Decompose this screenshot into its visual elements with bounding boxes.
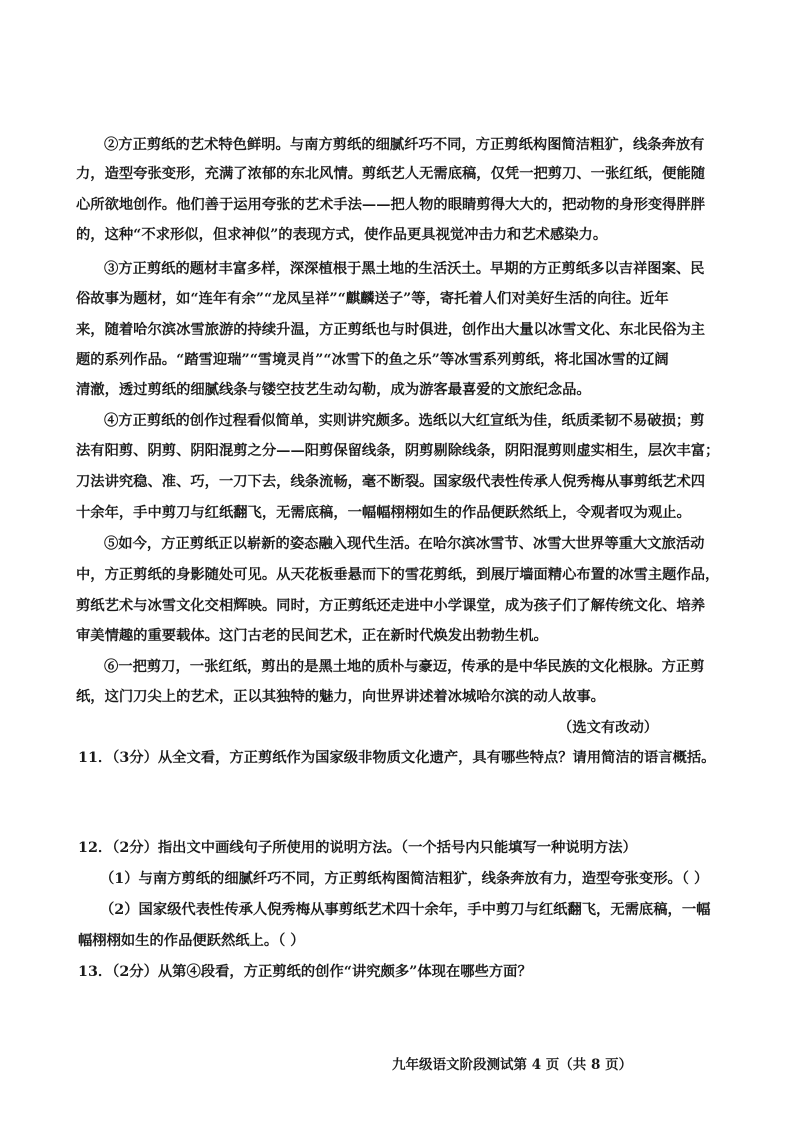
paragraph-2-line-1: ②方正剪纸的艺术特色鲜明。与南方剪纸的细腻纤巧不同，方正剪纸构图简洁粗犷，线条奔放有: [104, 137, 705, 153]
question-11: 11．（3分）从全文看，方正剪纸作为国家级非物质文化遗产，具有哪些特点？请用简洁的语言概括。: [78, 750, 716, 766]
page-footer: 九年级语文阶段测试第 4 页（共 8 页）: [392, 1057, 633, 1073]
paragraph-2-line-4: 的，这种“不求形似，但求神似”的表现方式，使作品更具视觉冲击力和艺术感染力。: [76, 227, 608, 243]
paragraph-4-line-2: 法有阳剪、阴剪、阴阳混剪之分——阳剪保留线条，阴剪剔除线条，阴阳混剪则虚实相生，层次丰富；: [76, 443, 720, 459]
question-12-sub-1: （1）与南方剪纸的细腻纤巧不同，方正剪纸构图简洁粗犷，线条奔放有力，造型夸张变形。（ ）: [100, 871, 709, 887]
question-12-sub-2-line-1: （2）国家级代表性传承人倪秀梅从事剪纸艺术四十余年，手中剪刀与红纸翻飞，无需底稿，一幅: [100, 902, 711, 918]
source-note: （选文有改动）: [558, 720, 659, 736]
paragraph-2-line-3: 心所欲地创作。他们善于运用夸张的艺术手法——把人物的眼睛剪得大大的，把动物的身形变得胖胖: [76, 197, 706, 213]
paragraph-4-line-1: ④方正剪纸的创作过程看似简单，实则讲究颇多。选纸以大红宣纸为佳，纸质柔韧不易破损；剪: [104, 413, 705, 429]
paragraph-2-line-2: 力，造型夸张变形，充满了浓郁的东北风情。剪纸艺人无需底稿，仅凭一把剪刀、一张红纸，便能随: [76, 166, 706, 182]
question-12-sub-2-line-2: 幅栩栩如生的作品便跃然纸上。（ ）: [78, 933, 305, 949]
paragraph-3-line-5: 清澈，透过剪纸的细腻线条与镂空技艺生动勾勒，成为游客最喜爱的文旅纪念品。: [76, 382, 591, 398]
paragraph-6-line-1: ⑥一把剪刀，一张红纸，剪出的是黑土地的质朴与豪迈，传承的是中华民族的文化根脉。方正剪: [104, 659, 705, 675]
paragraph-4-line-3: 刀法讲究稳、准、巧，一刀下去，线条流畅，毫不断裂。国家级代表性传承人倪秀梅从事剪纸艺术四: [76, 474, 706, 490]
paragraph-3-line-4: 题的系列作品。“踏雪迎瑞”“雪境灵肖”“冰雪下的鱼之乐”等冰雪系列剪纸，将北国冰雪的辽阔: [76, 352, 669, 368]
paragraph-3-line-2: 俗故事为题材，如“连年有余”“龙凤呈祥”“麒麟送子”等，寄托着人们对美好生活的向往。近年: [76, 291, 669, 307]
paragraph-5-line-4: 审美情趣的重要载体。这门古老的民间艺术，正在新时代焕发出勃勃生机。: [76, 628, 548, 644]
paragraph-5-line-1: ⑤如今，方正剪纸正以崭新的姿态融入现代生活。在哈尔滨冰雪节、冰雪大世界等重大文旅活动: [104, 536, 705, 552]
paragraph-5-line-3: 剪纸艺术与冰雪文化交相辉映。同时，方正剪纸还走进中小学课堂，成为孩子们了解传统文化、培养: [76, 598, 706, 614]
question-12: 12．（2分）指出文中画线句子所使用的说明方法。（一个括号内只能填写一种说明方法）: [78, 840, 637, 856]
paragraph-3-line-3: 来，随着哈尔滨冰雪旅游的持续升温，方正剪纸也与时俱进，创作出大量以冰雪文化、东北民俗为主: [76, 322, 706, 338]
paragraph-4-line-4: 十余年，手中剪刀与红纸翻飞，无需底稿，一幅幅栩栩如生的作品便跃然纸上，令观者叹为观止。: [76, 505, 691, 521]
question-13: 13．（2分）从第④段看，方正剪纸的创作“讲究颇多”体现在哪些方面？: [78, 964, 532, 980]
paragraph-5-line-2: 中，方正剪纸的身影随处可见。从天花板垂悬而下的雪花剪纸，到展厅墙面精心布置的冰雪主题作品，: [76, 567, 720, 583]
paragraph-3-line-1: ③方正剪纸的题材丰富多样，深深植根于黑土地的生活沃土。早期的方正剪纸多以吉祥图案、民: [104, 261, 705, 277]
paragraph-6-line-2: 纸，这门刀尖上的艺术，正以其独特的魅力，向世界讲述着冰城哈尔滨的动人故事。: [76, 689, 605, 705]
